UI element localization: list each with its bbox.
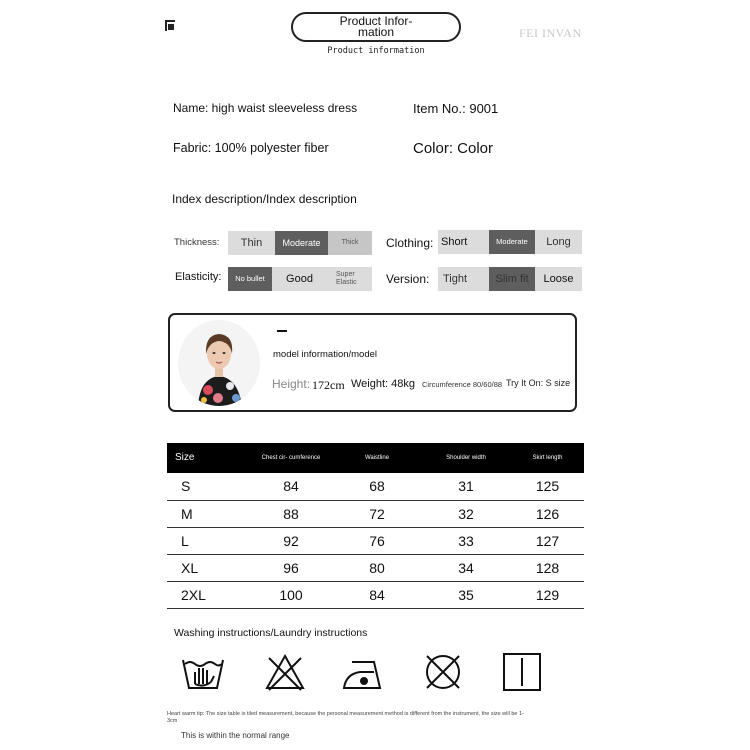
version-option-loose: Loose xyxy=(535,267,582,291)
model-try-on-size: Try It On: S size xyxy=(506,378,571,388)
size-table xyxy=(167,443,584,609)
size-cell: XL xyxy=(167,554,249,581)
size-cell: 2XL xyxy=(167,581,249,608)
table-row xyxy=(167,581,584,608)
page-title: Product Infor- mation xyxy=(291,12,461,42)
table-row xyxy=(167,527,584,554)
chest-cell: 96 xyxy=(249,554,333,581)
shoulder-cell: 32 xyxy=(421,500,511,527)
version-option-tight: Tight xyxy=(438,267,489,291)
thickness-option-thick: Thick xyxy=(328,231,372,255)
size-cell: L xyxy=(167,527,249,554)
chest-cell: 100 xyxy=(249,581,333,608)
size-cell: M xyxy=(167,500,249,527)
shoulder-cell: 31 xyxy=(421,473,511,500)
do-not-bleach-icon xyxy=(263,652,307,692)
shoulder-cell: 33 xyxy=(421,527,511,554)
size-table-header xyxy=(167,443,584,473)
header-skirt-length: Skirt length xyxy=(511,443,584,473)
thickness-option-moderate: Moderate xyxy=(275,231,328,255)
clothing-option-moderate: Moderate xyxy=(489,230,535,254)
model-circumference: Circumference 80/60/88 xyxy=(422,380,503,389)
model-info-heading: model information/model xyxy=(273,349,378,360)
version-scale xyxy=(438,267,582,291)
elasticity-option-good: Good xyxy=(272,267,327,291)
waistline-cell: 72 xyxy=(333,500,421,527)
clothing-scale xyxy=(438,230,582,254)
waistline-cell: 76 xyxy=(333,527,421,554)
brand-name: FEI INVAN xyxy=(519,26,582,40)
version-option-slim-fit: Slim fit xyxy=(489,267,535,291)
elasticity-option-no-bullet: No bullet xyxy=(228,267,272,291)
version-label: Version: xyxy=(386,272,430,286)
product-fabric: Fabric: 100% polyester fiber xyxy=(173,141,329,155)
normal-range-note: This is within the normal range xyxy=(181,731,290,740)
skirt-length-cell: 129 xyxy=(511,581,584,608)
header-shoulder: Shoulder width xyxy=(421,443,511,473)
skirt-length-cell: 126 xyxy=(511,500,584,527)
size-cell: S xyxy=(167,473,249,500)
shoulder-cell: 35 xyxy=(421,581,511,608)
model-height-label: Height: xyxy=(272,377,311,391)
clothing-label: Clothing: xyxy=(386,236,434,250)
iron-low-heat-icon xyxy=(340,652,384,692)
clothing-option-long: Long xyxy=(535,230,582,254)
elasticity-scale xyxy=(228,267,372,291)
brand-logo-icon xyxy=(165,20,175,31)
drip-dry-icon xyxy=(500,652,544,692)
model-heading-dash xyxy=(277,330,287,332)
clothing-option-short: Short xyxy=(438,230,489,254)
waistline-cell: 68 xyxy=(333,473,421,500)
table-row xyxy=(167,554,584,581)
model-weight: Weight: 48kg xyxy=(351,378,416,390)
skirt-length-cell: 128 xyxy=(511,554,584,581)
header-size: Size xyxy=(167,443,249,473)
skirt-length-cell: 125 xyxy=(511,473,584,500)
shoulder-cell: 34 xyxy=(421,554,511,581)
thickness-label: Thickness: xyxy=(174,237,220,248)
chest-cell: 88 xyxy=(249,500,333,527)
skirt-length-cell: 127 xyxy=(511,527,584,554)
model-height-value: 172cm xyxy=(312,378,345,392)
thickness-scale xyxy=(228,231,372,255)
table-row xyxy=(167,473,584,500)
chest-cell: 84 xyxy=(249,473,333,500)
product-name: Name: high waist sleeveless dress xyxy=(173,101,358,115)
washing-heading: Washing instructions/Laundry instructions xyxy=(174,627,368,639)
hand-wash-icon xyxy=(181,652,225,692)
product-color: Color: Color xyxy=(413,140,494,157)
do-not-dry-clean-icon xyxy=(421,652,465,692)
chest-cell: 92 xyxy=(249,527,333,554)
size-tip-note: Heart warm tip: The size table is tiled measurement, because the personal measurement method is different from the instrument, the size will be 1-3cm xyxy=(167,711,524,724)
product-item-number: Item No.: 9001 xyxy=(413,101,499,116)
index-heading: Index description/Index description xyxy=(172,192,357,206)
header-waistline: Waistline xyxy=(333,443,421,473)
model-photo xyxy=(178,320,260,406)
elasticity-label: Elasticity: xyxy=(175,271,222,283)
elasticity-option-super-elastic: Super Elastic xyxy=(327,267,372,291)
table-row xyxy=(167,500,584,527)
waistline-cell: 84 xyxy=(333,581,421,608)
waistline-cell: 80 xyxy=(333,554,421,581)
page-subtitle: Product information xyxy=(327,46,425,56)
header-chest: Chest cir- cumference xyxy=(249,443,333,473)
thickness-option-thin: Thin xyxy=(228,231,275,255)
